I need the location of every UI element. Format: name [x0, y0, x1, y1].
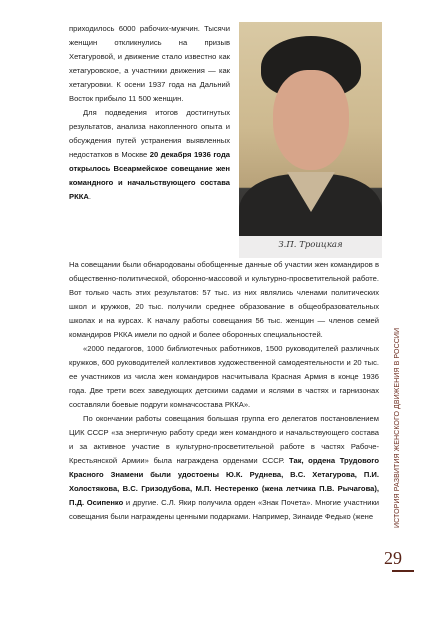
paragraph-4-text: «2000 педагогов, 1000 библиотечных работников, 1500 руководителей различных кружков, 600 руководителей коллективов художественной самодеятельности и 20 тыс. ее участников из числа жен командиров насчитывала Красная Армия в конце 1936 года. Две трети всех заведующих детскими садами и яслями в частях и гарнизонах составляли боевые подруги комначсостава РККА». — [69, 344, 379, 409]
column-text — [69, 22, 230, 204]
paragraph-2-text-b: . — [88, 192, 91, 201]
paragraph-1-text: приходилось 6000 рабочих-мужчин. Тысячи женщин откликнулись на призыв Хетагуровой, и движение стало известно как хетагуровское, а участники движения — как хетагуровки. К осени 1937 года на Дальний Восток прибыло 11 500 женщин. — [69, 24, 230, 103]
portrait-photo — [239, 22, 382, 258]
paragraph-3 — [69, 258, 379, 342]
full-width-text — [69, 258, 379, 524]
page-number: 29 — [384, 548, 402, 568]
photo-caption-box — [239, 236, 382, 258]
paragraph-5-text-a: По окончании работы совещания большая группа его делегатов постановлением ЦИК СССР «за энергичную работу среди жен командного и начальствующего состава и за активное участие в культурно-просветительной работе в частях Рабоче-Крестьянской Армии» была награждена орденами СССР. — [69, 414, 379, 465]
paragraph-2 — [69, 106, 230, 204]
photo-caption: З.П. Троицкая — [278, 240, 343, 250]
paragraph-5-bold: Так, ордена Трудового Красного Знамени были удостоены Ю.К. Руднева, В.С. Хетагурова, П.И. Холостякова, В.С. Гризодубова, М.П. Нестеренко (жена летчика П.В. Рычагова), П.Д. Осипенко — [69, 456, 379, 507]
paragraph-1 — [69, 22, 230, 106]
paragraph-2-bold: 20 декабря 1936 года открылось Всеармейское совещание жен командного и начальствующего состава РККА — [69, 150, 230, 201]
paragraph-5-text-b: и другие. С.Л. Якир получила орден «Знак Почета». Многие участники совещания были награждены ценными подарками. Например, Зинаиде Федько (жене — [69, 498, 380, 521]
running-side-title: ИСТОРИЯ РАЗВИТИЯ ЖЕНСКОГО ДВИЖЕНИЯ В РОССИИ — [394, 327, 401, 528]
paragraph-4 — [69, 342, 379, 412]
photo-face-shape — [273, 70, 349, 170]
page-number-rule — [392, 570, 414, 572]
paragraph-2-text-a: Для подведения итогов достигнутых результатов, анализа накопленного опыта и обсуждения путей устранения выявленных недостатков в Москве — [69, 108, 230, 159]
paragraph-3-text: На совещании были обнародованы обобщенные данные об участии жен командиров в общественно-политической, оборонно-массовой и культурно-просветительной работе. Вот только часть этих результатов: 57 тыс. из них являлись членами политических школ и кружков, 20 тыс. получили среднее образование в общеобразовательных школах и на курсах. К началу работы совещания 56 тыс. женщин — членов семей командиров РККА имели по одной и более оборонных специальностей. — [69, 260, 379, 339]
paragraph-5 — [69, 412, 379, 524]
